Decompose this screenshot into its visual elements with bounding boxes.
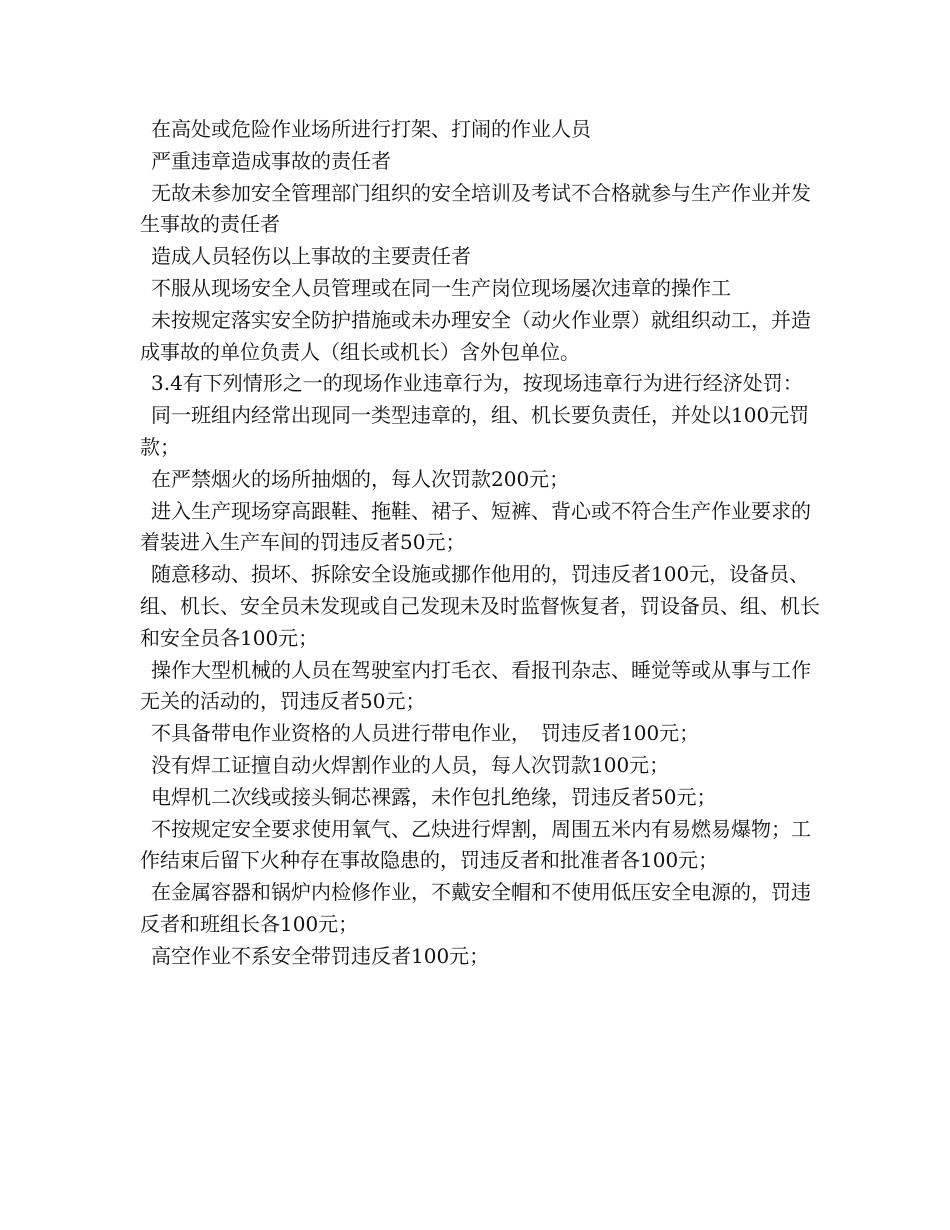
paragraph-13: 不具备带电作业资格的人员进行带电作业， 罚违反者100元； bbox=[151, 721, 700, 746]
paragraph-14: 没有焊工证擅自动火焊割作业的人员，每人次罚款100元； bbox=[151, 752, 670, 777]
paragraph-5: 不服从现场安全人员管理或在同一生产岗位现场屡次违章的操作工 bbox=[151, 275, 731, 300]
paragraph-16: 不按规定安全要求使用氧气、乙炔进行焊割，周围五米内有易燃易爆物；工作结束后留下火种存在事故隐患的，罚违反者和批准者各100元； bbox=[140, 816, 811, 873]
paragraph-10: 进入生产现场穿高跟鞋、拖鞋、裙子、短裤、背心或不符合生产作业要求的着装进入生产车间的罚违反者50元； bbox=[140, 498, 811, 555]
paragraph-2: 严重违章造成事故的责任者 bbox=[151, 148, 391, 173]
paragraph-18: 高空作业不系安全带罚违反者100元； bbox=[151, 943, 490, 968]
paragraph-4: 造成人员轻伤以上事故的主要责任者 bbox=[151, 244, 471, 269]
paragraph-3: 无故未参加安全管理部门组织的安全培训及考试不合格就参与生产作业并发生事故的责任者 bbox=[140, 180, 811, 237]
section-3-4-heading: 3.4有下列情形之一的现场作业违章行为，按现场违章行为进行经济处罚： bbox=[151, 371, 803, 396]
paragraph-12: 操作大型机械的人员在驾驶室内打毛衣、看报刊杂志、睡觉等或从事与工作无关的活动的，罚违反者50元； bbox=[140, 657, 811, 714]
paragraph-9: 在严禁烟火的场所抽烟的，每人次罚款200元； bbox=[151, 466, 570, 491]
paragraph-17: 在金属容器和锅炉内检修作业，不戴安全帽和不使用低压安全电源的，罚违反者和班组长各100元； bbox=[140, 880, 811, 936]
paragraph-8: 同一班组内经常出现同一类型违章的，组、机长要负责任，并处以100元罚款； bbox=[140, 403, 810, 459]
document-body bbox=[140, 114, 830, 973]
paragraph-1: 在高处或危险作业场所进行打架、打闹的作业人员 bbox=[151, 117, 591, 141]
paragraph-6: 未按规定落实安全防护措施或未办理安全（动火作业票）就组织动工，并造成事故的单位负责人（组长或机长）含外包单位。 bbox=[140, 307, 811, 364]
paragraph-11: 随意移动、损坏、拆除安全设施或挪作他用的，罚违反者100元，设备员、组、机长、安全员未发现或自己发现未及时监督恢复者，罚设备员、组、机长和安全员各100元； bbox=[140, 562, 820, 650]
paragraph-15: 电焊机二次线或接头铜芯裸露，未作包扎绝缘，罚违反者50元； bbox=[151, 784, 717, 809]
